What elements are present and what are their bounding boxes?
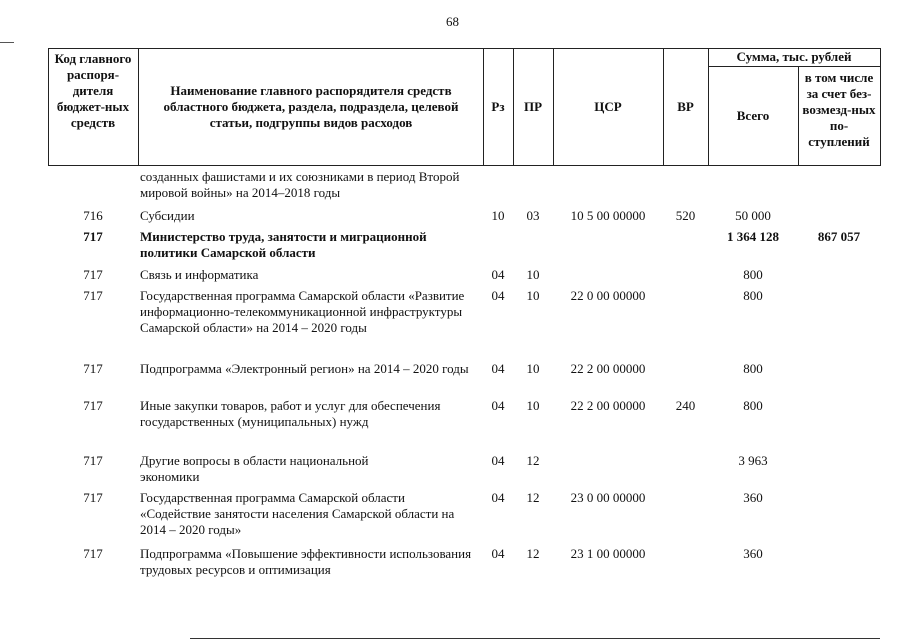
header-bottom-rule <box>48 165 880 166</box>
header-code: Код главного распоря-дителя бюджет-ных средств <box>54 51 132 130</box>
header-csr: ЦСР <box>594 99 622 114</box>
margin-mark <box>0 42 14 43</box>
header-pr: ПР <box>523 99 543 114</box>
bottom-rule <box>190 638 880 639</box>
col-divider <box>708 48 709 166</box>
header-rz: Рз <box>491 99 505 114</box>
sum-subheader-rule <box>708 66 880 67</box>
col-divider <box>138 48 139 166</box>
header-gratuitous: в том числе за счет без-возмезд-ных по-ступлений <box>802 70 876 149</box>
col-divider <box>798 66 799 166</box>
header-vr: ВР <box>677 99 694 114</box>
header-total: Всего <box>736 108 770 123</box>
header-name: Наименование главного распорядителя средств областного бюджета, раздела, подраздела, целевой статьи, подгруппы видов расходов <box>163 83 459 130</box>
page-number: 68 <box>446 14 459 29</box>
col-divider <box>880 48 881 166</box>
header-sum: Сумма, тыс. рублей <box>736 49 852 64</box>
table-header <box>48 48 880 166</box>
col-divider <box>48 48 49 166</box>
